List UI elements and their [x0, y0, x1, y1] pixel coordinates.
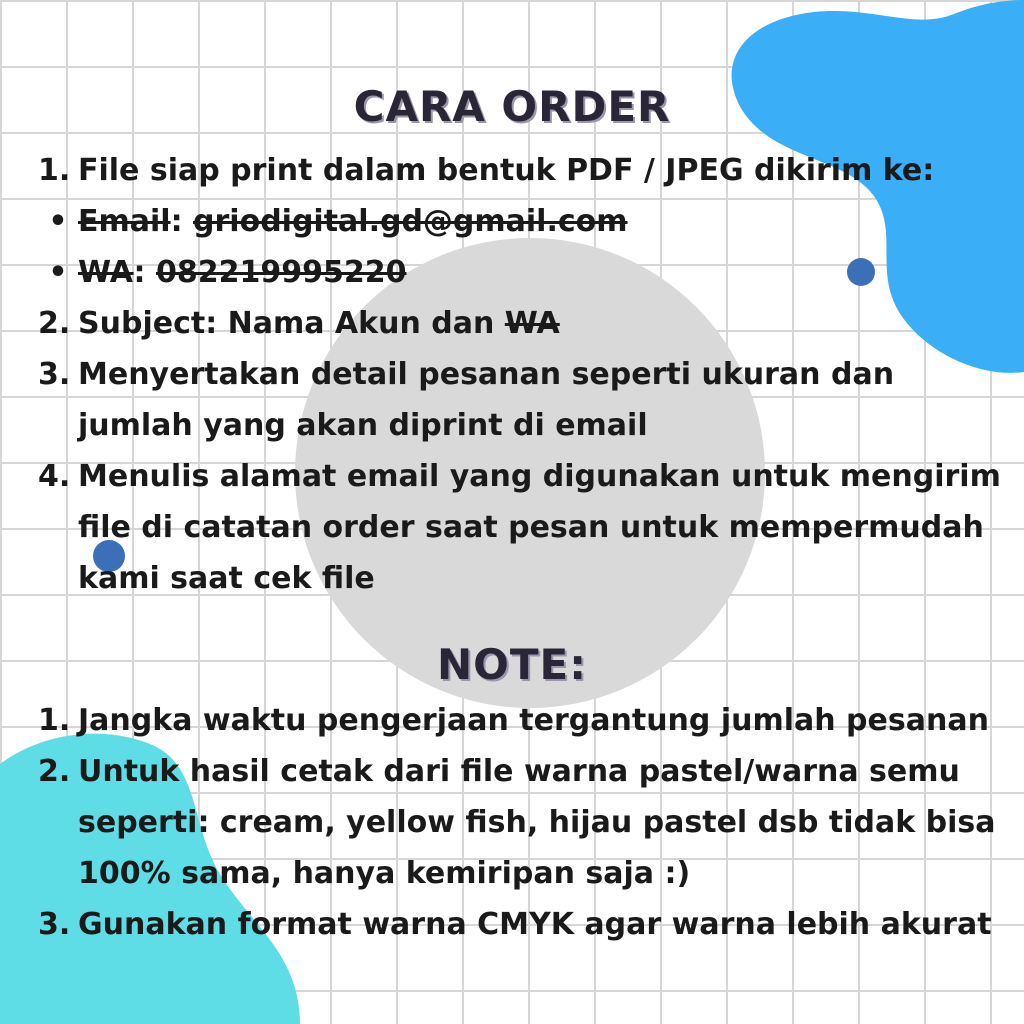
item-text: Untuk hasil cetak dari file warna pastel/warna semu seperti: cream, yellow fish, hijau pastel dsb tidak bisa 100% sama, hanya kemiripan saja :)	[78, 754, 996, 891]
bullet: •	[48, 255, 68, 290]
list-item	[38, 899, 1014, 950]
item-text: Subject: Nama Akun dan	[78, 306, 505, 341]
cara-order-list	[38, 145, 1014, 604]
list-item	[38, 451, 1014, 604]
item-text: File siap print dalam bentuk PDF / JPEG dikirim ke:	[78, 153, 935, 188]
item-number: 3.	[38, 907, 71, 942]
note-list	[38, 695, 1014, 950]
item-text: Menulis alamat email yang digunakan untuk mengirim file di catatan order saat pesan untuk mempermudah kami saat cek file	[78, 459, 1001, 596]
email-separator: :	[170, 204, 194, 239]
item-number: 2.	[38, 754, 71, 789]
item-number: 2.	[38, 306, 71, 341]
wa-value: 082219995220	[155, 255, 407, 290]
bullet: •	[48, 204, 68, 239]
list-item	[38, 145, 1014, 196]
list-item	[38, 695, 1014, 746]
email-label: Email	[78, 204, 171, 239]
item-number: 4.	[38, 459, 71, 494]
list-item	[38, 746, 1014, 899]
item-number: 1.	[38, 153, 71, 188]
wa-label: WA	[78, 255, 134, 290]
item-text: Gunakan format warna CMYK agar warna lebih akurat	[78, 907, 992, 942]
wa-separator: :	[133, 255, 156, 290]
item-strike-text: WA	[504, 306, 560, 341]
item-text: Jangka waktu pengerjaan tergantung jumlah pesanan	[78, 703, 989, 738]
email-value: griodigital.gd@gmail.com	[193, 204, 628, 239]
list-item-email	[38, 196, 1014, 247]
list-item-wa	[38, 247, 1014, 298]
item-number: 3.	[38, 357, 71, 392]
note-heading: NOTE:	[437, 640, 587, 689]
item-number: 1.	[38, 703, 71, 738]
list-item	[38, 349, 1014, 451]
cara-order-heading: CARA ORDER	[353, 82, 671, 131]
item-text: Menyertakan detail pesanan seperti ukuran dan jumlah yang akan diprint di email	[78, 357, 895, 443]
list-item	[38, 298, 1014, 349]
